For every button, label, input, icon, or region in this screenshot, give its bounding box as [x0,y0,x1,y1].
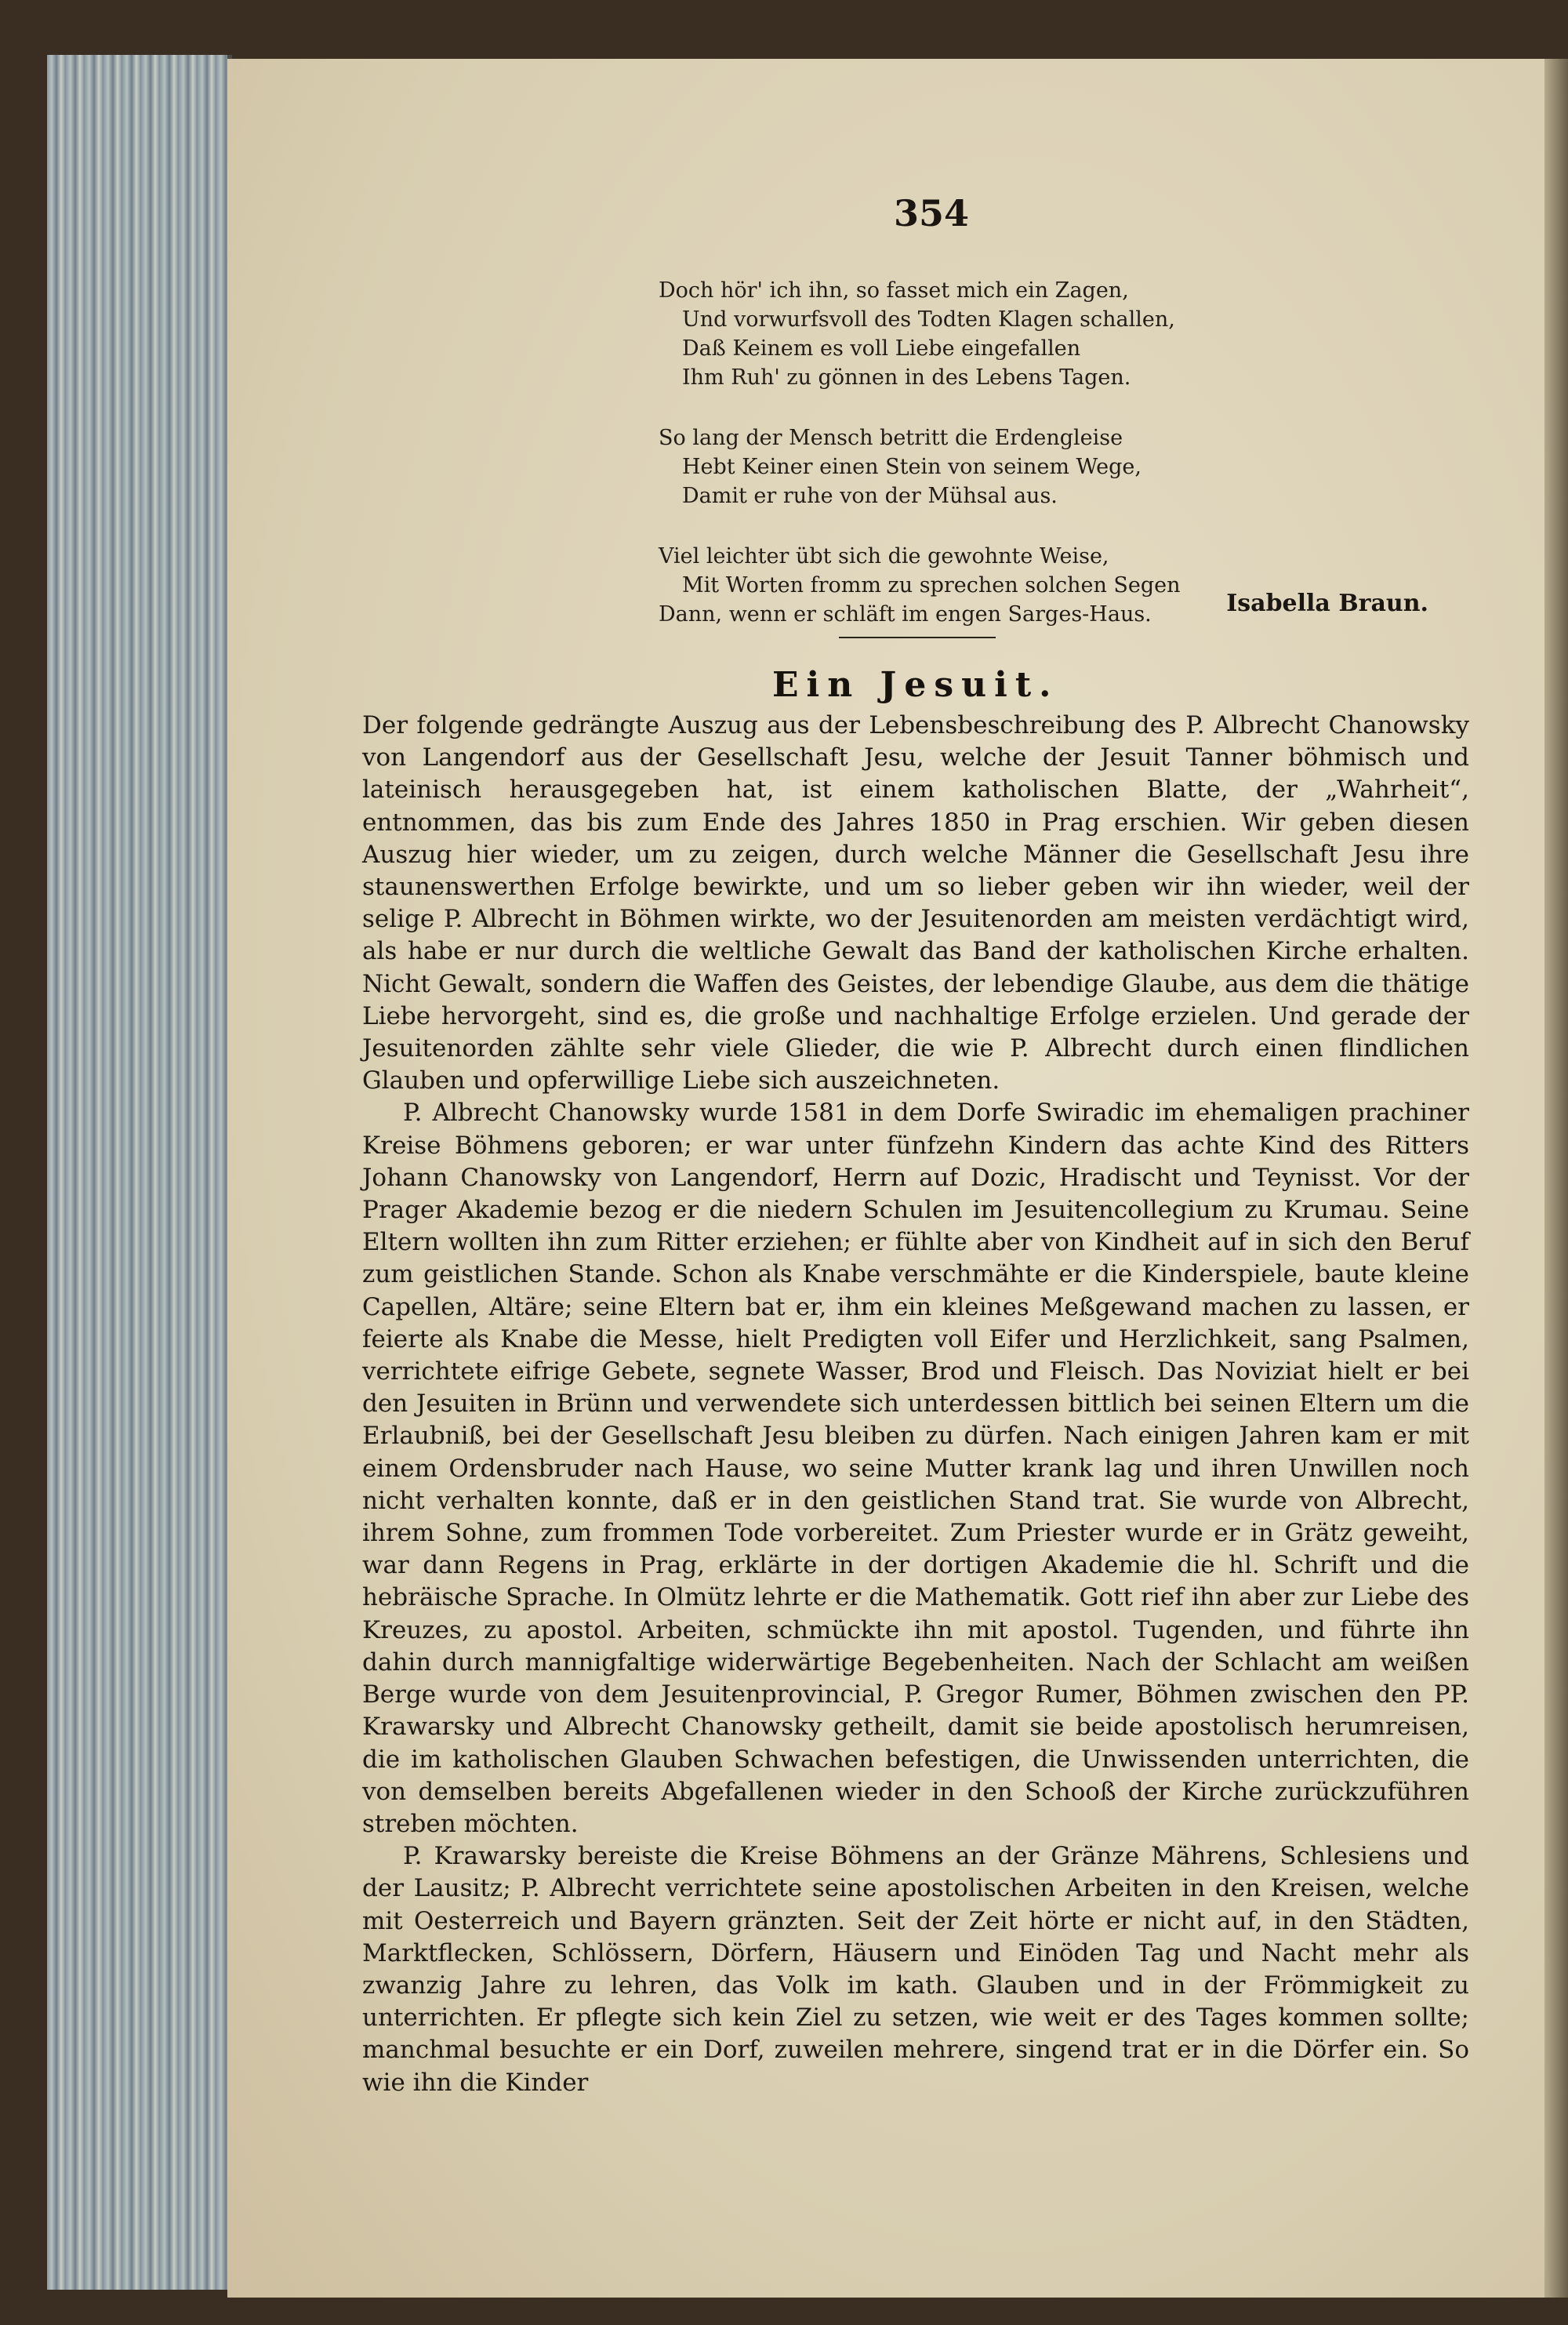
poem-stanza-2 [659,423,1443,510]
poem-line: So lang der Mensch betritt die Erdengleise [659,426,1123,450]
article-paragraph-2: P. Albrecht Chanowsky wurde 1581 in dem Dorfe Swiradic im ehemaligen prachiner Kreise Böhmens geboren; er war unter fünfzehn Kindern das achte Kind des Ritters Johann Chanowsky von Langendorf, Herrn auf Dozic, Hradischt und Teynisst. Vor der Prager Akademie bezog er die niedern Schulen im Jesuitencollegium zu Krumau. Seine Eltern wollten ihn zum Ritter erziehen; er fühlte aber von Kindheit auf in sich den Beruf zum geistlichen Stande. Schon als Knabe verschmähte er die Kinderspiele, baute kleine Capellen, Altäre; seine Eltern bat er, ihm ein kleines Meßgewand machen zu lassen, er feierte als Knabe die Messe, hielt Predigten voll Eifer und Herzlichkeit, sang Psalmen, verrichtete eifrige Gebete, segnete Wasser, Brod und Fleisch. Das Noviziat hielt er bei den Jesuiten in Brünn und verwendete sich unterdessen bittlich bei seinen Eltern um die Erlaubniß, bei der Gesellschaft Jesu bleiben zu dürfen. Nach einigen Jahren kam er mit einem Ordensbruder nach Hause, wo seine Mutter krank lag und ihren Unwillen noch nicht verhalten konnte, daß er in den geistlichen Stand trat. Sie wurde von Albrecht, ihrem Sohne, zum frommen Tode vorbereitet. Zum Priester wurde er in Grätz geweiht, war dann Regens in Prag, erklärte in der dortigen Akademie die hl. Schrift und die hebräische Sprache. In Olmütz lehrte er die Mathematik. Gott rief ihn aber zur Liebe des Kreuzes, zu apostol. Arbeiten, schmückte ihn mit apostol. Tugenden, und führte ihn dahin durch mannigfaltige widerwärtige Begebenheiten. Nach der Schlacht am weißen Berge wurde von dem Jesuitenprovincial, P. Gregor Rumer, Böhmen zwischen den PP. Krawarsky und Albrecht Chanowsky getheilt, damit sie beide apostolisch herumreisen, die im katholischen Glauben Schwachen befestigen, die Unwissenden unterrichten, die von demselben bereits Abgefallenen wieder in den Schooß der Kirche zurückzuführen streben möchten. [362,1099,1469,1838]
poem-line: Hebt Keiner einen Stein von seinem Wege, [682,455,1142,479]
poem-line: Dann, wenn er schläft im engen Sarges-Haus. [659,602,1152,627]
poem-line: Mit Worten fromm zu sprechen solchen Segen [682,573,1181,598]
poem-line: Viel leichter übt sich die gewohnte Weise, [659,544,1109,569]
article-title: Ein Jesuit. [772,665,1059,705]
book-right-edge [1544,59,1568,2298]
article-paragraph-3: P. Krawarsky bereiste die Kreise Böhmens an der Gränze Mährens, Schlesiens und der Lausitz; P. Albrecht verrichtete seine apostolischen Arbeiten in den Kreisen, welche mit Oesterreich und Bayern gränzten. Seit der Zeit hörte er nicht auf, in den Städten, Marktflecken, Schlössern, Dörfern, Häusern und Einöden Tag und Nacht mehr als zwanzig Jahre zu lehren, das Volk im kath. Glauben und in der Frömmigkeit zu unterrichten. Er pflegte sich kein Ziel zu setzen, wie weit er des Tages kommen sollte; manchmal besuchte er ein Dorf, zuweilen mehrere, singend trat er in die Dörfer ein. So wie ihn die Kinder [362,1842,1469,2097]
poem-line: Doch hör' ich ihn, so fasset mich ein Zagen, [659,278,1129,303]
poem-line: Ihm Ruh' zu gönnen in des Lebens Tagen. [682,365,1131,390]
book-page-edges [47,55,232,2290]
poem-line: Damit er ruhe von der Mühsal aus. [682,484,1058,508]
section-divider [839,637,996,638]
page-number: 354 [894,192,970,234]
poem-author: Isabella Braun. [1226,590,1428,617]
poem-line: Daß Keinem es voll Liebe eingefallen [682,336,1081,361]
article-body [362,710,1469,2099]
article-paragraph-1: Der folgende gedrängte Auszug aus der Lebensbeschreibung des P. Albrecht Chanowsky von Langendorf aus der Gesellschaft Jesu, welche der Jesuit Tanner böhmisch und lateinisch herausgegeben hat, ist einem katholischen Blatte, der „Wahrheit“, entnommen, das bis zum Ende des Jahres 1850 in Prag erschien. Wir geben diesen Auszug hier wieder, um zu zeigen, durch welche Männer die Gesellschaft Jesu ihre staunenswerthen Erfolge bewirkte, und um so lieber geben wir ihn wieder, weil der selige P. Albrecht in Böhmen wirkte, wo der Jesuitenorden am meisten verdächtigt wird, als habe er nur durch die weltliche Gewalt das Band der katholischen Kirche erhalten. Nicht Gewalt, sondern die Waffen des Geistes, der lebendige Glaube, aus dem die thätige Liebe hervorgeht, sind es, die große und nachhaltige Erfolge erzielen. Und gerade der Jesuitenorden zählte sehr viele Glieder, die wie P. Albrecht durch einen flindlichen Glauben und opferwillige Liebe sich auszeichneten. [362,711,1469,1095]
poem-stanza-1 [659,276,1443,392]
poem-line: Und vorwurfsvoll des Todten Klagen schallen, [682,307,1175,332]
